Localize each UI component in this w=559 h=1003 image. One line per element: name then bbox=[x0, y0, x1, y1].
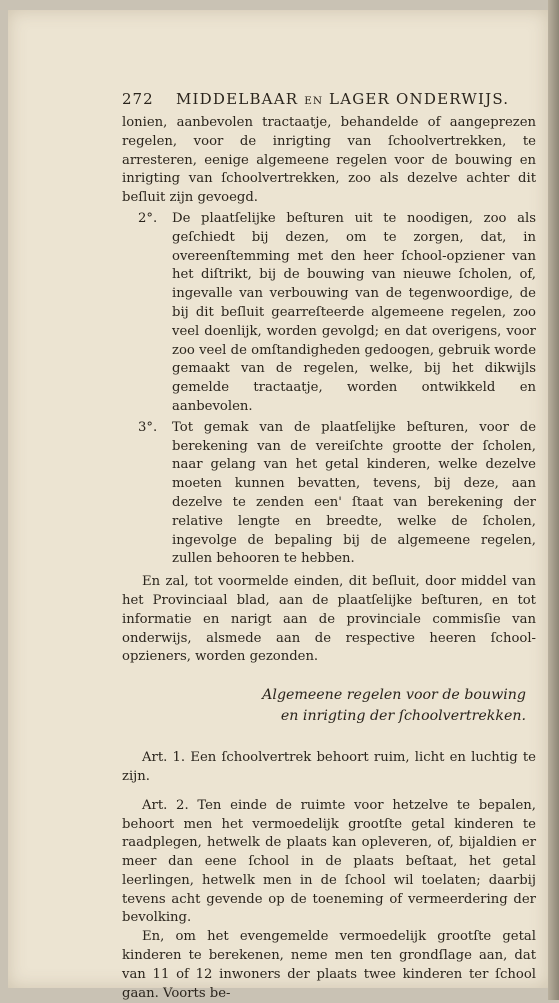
article-2-continuation: En, om het evengemelde vermoedelijk grootſte getal kinderen te berekenen, neme men ten grondſlage aan, dat van 11 of 12 inwoners der plaats twee kinderen ter ſchool gaan. Voorts be- bbox=[122, 929, 536, 1001]
running-head-part2: LAGER ONDERWIJS. bbox=[329, 90, 510, 108]
article-2: Art. 2. Ten einde de ruimte voor hetzelve te bepalen, behoort men het vermoedelijk grootſte getal kinderen te raadplegen, hetwelk de plaats kan opleveren, of, bijaldien er meer dan eene ſchool in de plaats beſtaat, het getal leerlingen, hetwelk men in de ſchool wil toelaten; daarbij tevens acht gevende op de toeneming of vermeerdering der bevolking. bbox=[122, 797, 536, 926]
article-1: Art. 1. Een ſchoolvertrek behoort ruim, licht en luchtig te zijn. bbox=[122, 750, 536, 784]
numbered-item-2 bbox=[138, 210, 536, 417]
section-heading-line1: Algemeene regelen voor de bouwing bbox=[262, 687, 526, 704]
section-heading-line2: en inrigting der ſchoolvertrekken. bbox=[280, 708, 526, 725]
book-page bbox=[8, 10, 548, 1001]
item-number: 3°. bbox=[138, 419, 158, 435]
page-number: 272 bbox=[122, 90, 154, 108]
item-text: De plaatſelijke beſturen uit te noodigen, zoo als geſchiedt bij dezen, om te zorgen, dat, in overeenſtemming met den heer ſchool-opziener van het diſtrikt, bij de bouwing van nieuwe ſcholen, of, ingevalle van verbouwing van de tegenwoordige, de bij dit beſluit gearreſteerde algemeene regelen, zoo veel doenlijk, worden gevolgd; en dat overigens, voor zoo veel de omſtandigheden gedoogen, gebruik worde gemaakt van de regelen, welke, bij het dikwijls gemelde tractaatje, worden ontwikkeld en aanbevolen. bbox=[172, 210, 536, 414]
intro-paragraph: lonien, aanbevolen tractaatje, behandelde of aangeprezen regelen, voor de inrigting van ſchoolvertrekken, te arresteren, eenige algemeene regelen voor de bouwing en inrigting van ſchoolvertrekken, zoo als dezelve achter dit beſluit zijn gevoegd. bbox=[122, 115, 536, 206]
numbered-item-3 bbox=[138, 419, 536, 569]
running-head-en: EN bbox=[304, 95, 324, 107]
item-number: 2°. bbox=[138, 210, 158, 226]
running-head bbox=[176, 90, 509, 111]
page-content bbox=[122, 88, 536, 1003]
page-header bbox=[122, 88, 536, 114]
closing-paragraph: En zal, tot voormelde einden, dit beſluit, door middel van het Provinciaal blad, aan de plaatſelijke beſturen, en tot informatie en narigt aan de provinciale commisſie van onderwijs, alsmede aan de respective heeren ſchool-opzieners, worden gezonden. bbox=[122, 574, 536, 665]
section-heading bbox=[122, 685, 536, 727]
item-text: Tot gemak van de plaatſelijke beſturen, voor de berekening van de vereiſchte grootte der ſcholen, naar gelang van het getal kinderen, welke dezelve moeten kunnen bevatten, tevens, bij deze, aan dezelve te zenden een' ſtaat van berekening der relative lengte en breedte, welke de ſcholen, ingevolge de bepaling bij de algemeene regelen, zullen behooren te hebben. bbox=[172, 419, 536, 567]
running-head-part1: MIDDELBAAR bbox=[176, 90, 299, 108]
book-edge bbox=[548, 0, 559, 1000]
